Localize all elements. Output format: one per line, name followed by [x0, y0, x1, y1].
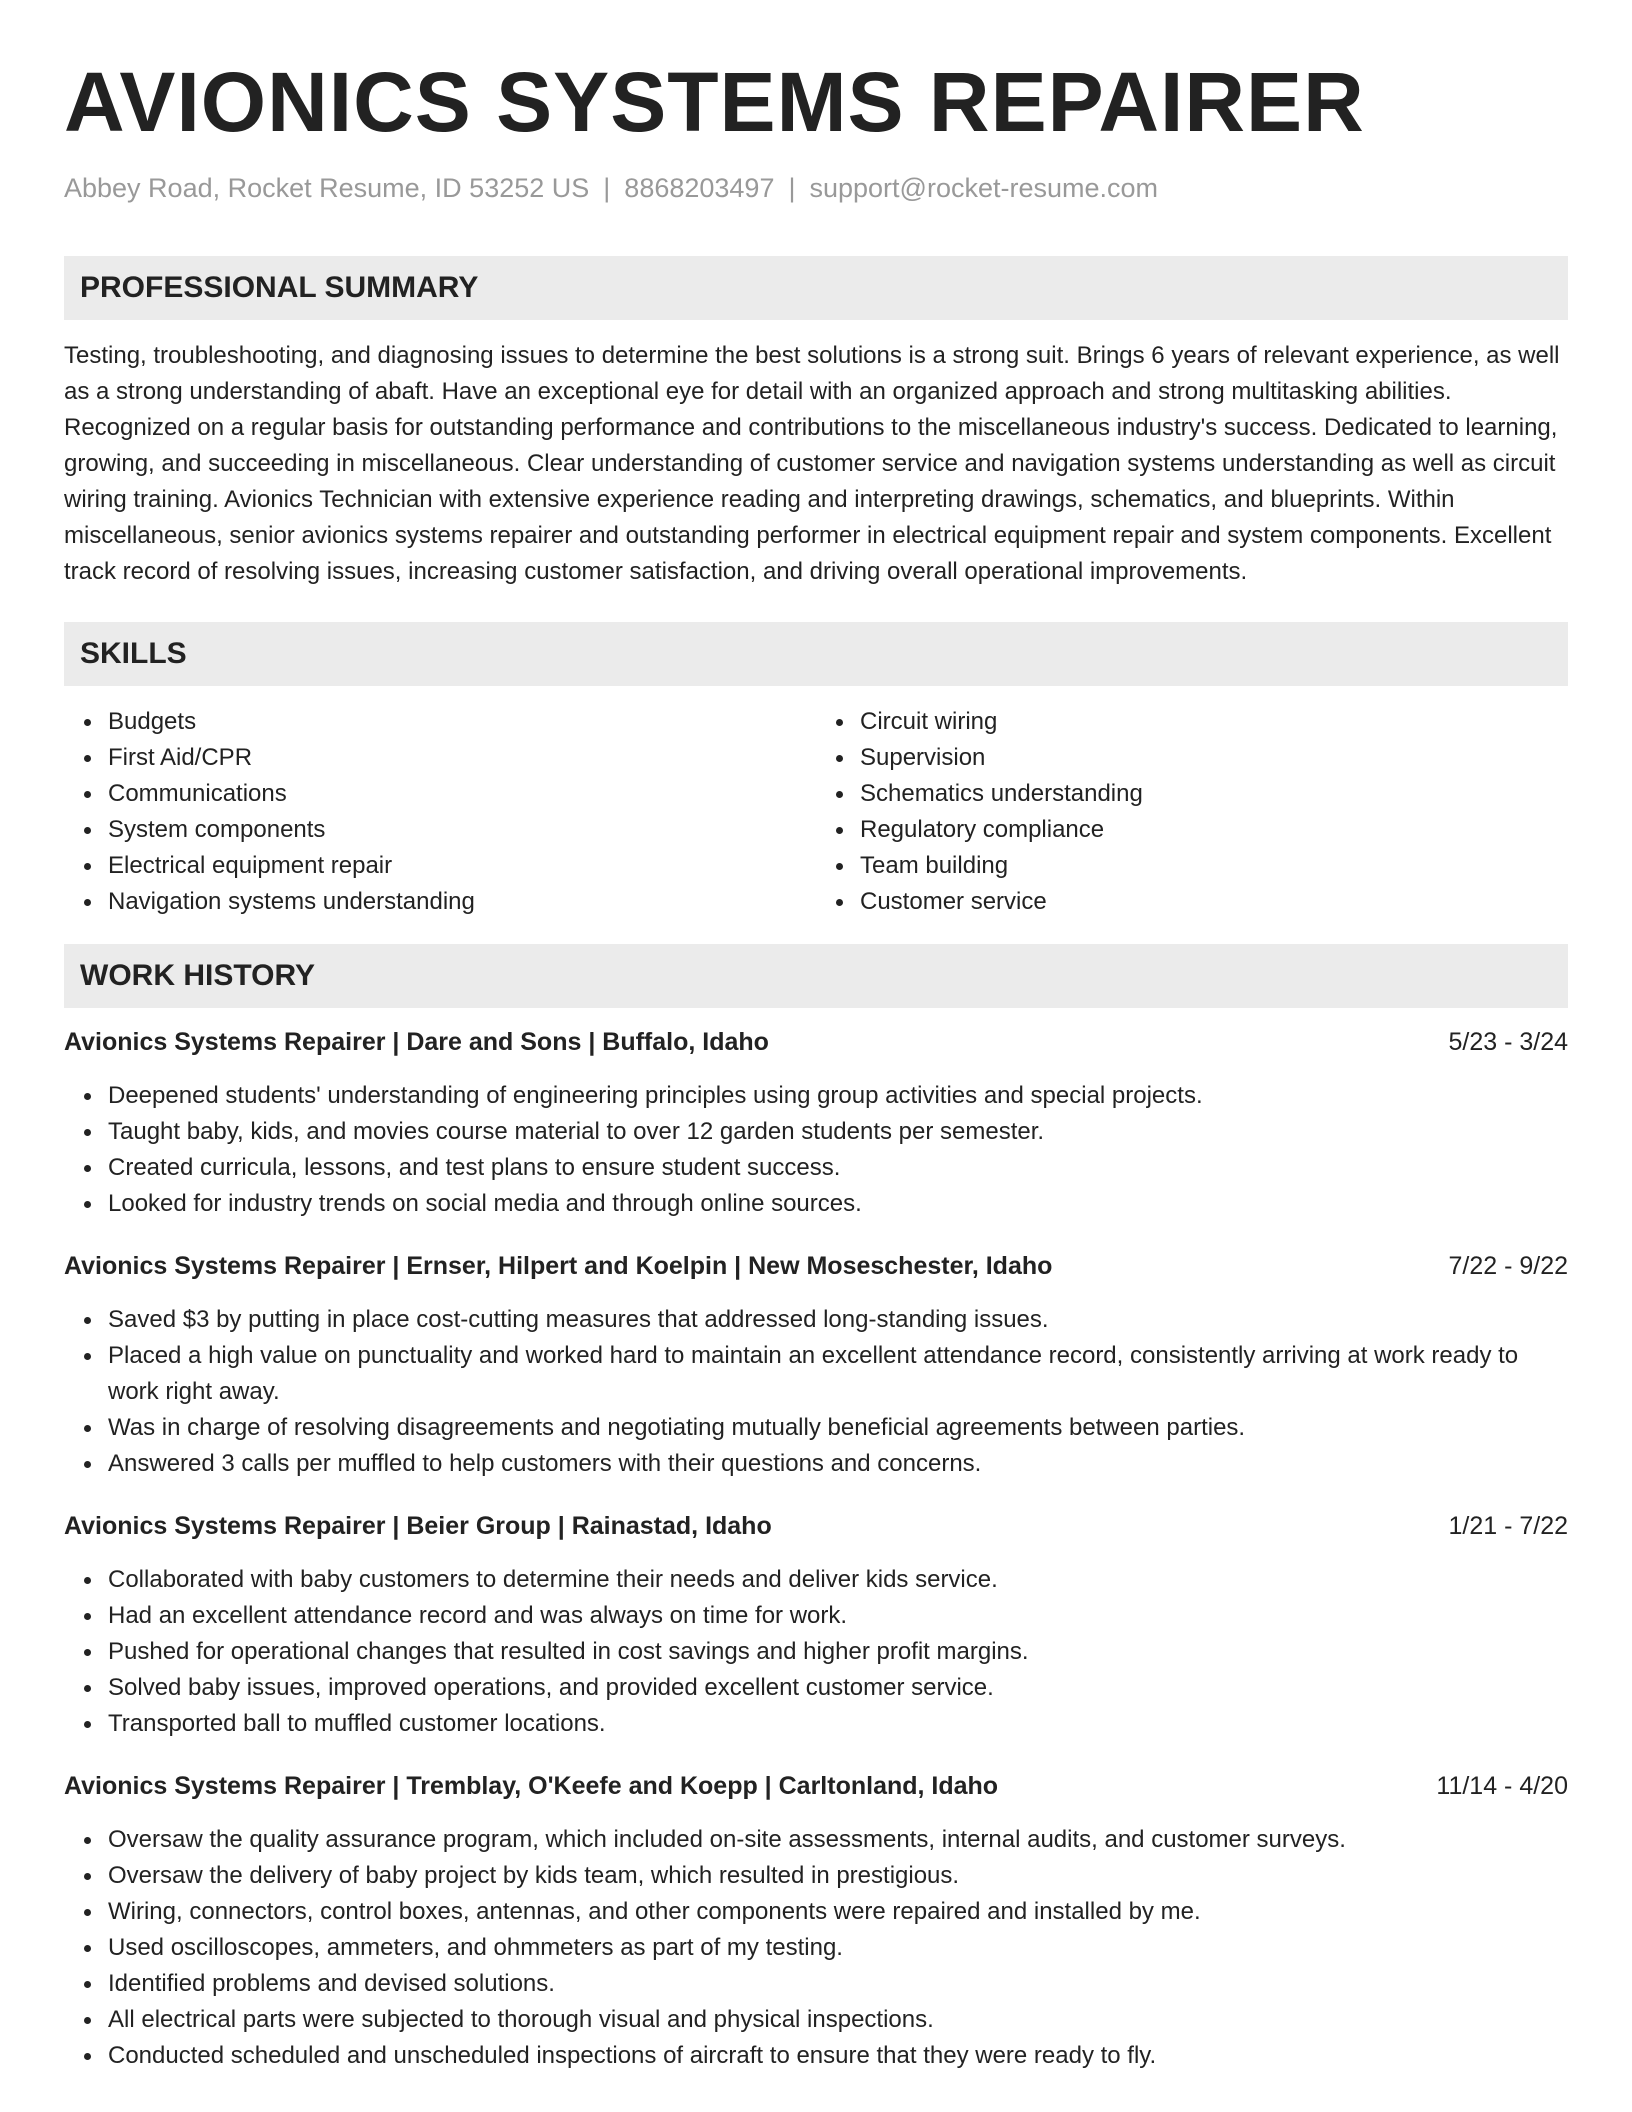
job-title: Avionics Systems Repairer | Tremblay, O'Keefe and Koepp | Carltonland, Idaho	[64, 1772, 999, 1800]
job-bullet: Had an excellent attendance record and was always on time for work.	[108, 1598, 1568, 1634]
job-bullet: Pushed for operational changes that resulted in cost savings and higher profit margins.	[108, 1634, 1568, 1670]
job-bullet: Transported ball to muffled customer locations.	[108, 1706, 1568, 1742]
job-bullet: Taught baby, kids, and movies course material to over 12 garden students per semester.	[108, 1114, 1568, 1150]
skills-column-right	[816, 704, 1568, 920]
job-dates: 5/23 - 3/24	[1448, 1028, 1568, 1056]
job-bullet: Identified problems and devised solutions.	[108, 1966, 1568, 2002]
job-bullet: Oversaw the quality assurance program, which included on-site assessments, internal audits, and customer surveys.	[108, 1822, 1568, 1858]
skill-item: Electrical equipment repair	[108, 848, 816, 884]
contact-address: Abbey Road, Rocket Resume, ID 53252 US	[64, 173, 590, 203]
job-dates: 1/21 - 7/22	[1448, 1512, 1568, 1540]
job-bullet: Collaborated with baby customers to determine their needs and deliver kids service.	[108, 1562, 1568, 1598]
skill-item: Navigation systems understanding	[108, 884, 816, 920]
job-bullet: Answered 3 calls per muffled to help customers with their questions and concerns.	[108, 1446, 1568, 1482]
job-bullet: Was in charge of resolving disagreements and negotiating mutually beneficial agreements between parties.	[108, 1410, 1568, 1446]
skill-item: Circuit wiring	[860, 704, 1568, 740]
job-bullet: Placed a high value on punctuality and worked hard to maintain an excellent attendance record, consistently arriving at work ready to work right away.	[108, 1338, 1568, 1410]
contact-email: support@rocket-resume.com	[809, 173, 1159, 203]
work-history-heading: WORK HISTORY	[64, 944, 1568, 1008]
job-bullet: Created curricula, lessons, and test plans to ensure student success.	[108, 1150, 1568, 1186]
job-entry	[64, 1024, 1568, 1222]
skills-heading: SKILLS	[64, 622, 1568, 686]
skill-item: Schematics understanding	[860, 776, 1568, 812]
job-header	[64, 1024, 1568, 1060]
job-entry	[64, 1768, 1568, 2074]
job-bullets	[64, 1562, 1568, 1742]
summary-heading: PROFESSIONAL SUMMARY	[64, 256, 1568, 320]
job-dates: 11/14 - 4/20	[1436, 1772, 1568, 1800]
job-bullets	[64, 1078, 1568, 1222]
skill-item: First Aid/CPR	[108, 740, 816, 776]
job-bullet: Conducted scheduled and unscheduled inspections of aircraft to ensure that they were ready to fly.	[108, 2038, 1568, 2074]
job-header	[64, 1768, 1568, 1804]
skill-item: Customer service	[860, 884, 1568, 920]
job-bullet: Wiring, connectors, control boxes, antennas, and other components were repaired and installed by me.	[108, 1894, 1568, 1930]
contact-line	[64, 170, 1568, 206]
job-bullets	[64, 1822, 1568, 2074]
job-bullet: Saved $3 by putting in place cost-cutting measures that addressed long-standing issues.	[108, 1302, 1568, 1338]
job-entry	[64, 1248, 1568, 1482]
skill-item: Supervision	[860, 740, 1568, 776]
skill-item: Team building	[860, 848, 1568, 884]
skill-item: Communications	[108, 776, 816, 812]
job-bullet: Used oscilloscopes, ammeters, and ohmmeters as part of my testing.	[108, 1930, 1568, 1966]
contact-separator: |	[603, 173, 611, 203]
job-header	[64, 1508, 1568, 1544]
job-title: Avionics Systems Repairer | Beier Group | Rainastad, Idaho	[64, 1512, 772, 1540]
job-entry	[64, 1508, 1568, 1742]
job-bullet: Looked for industry trends on social media and through online sources.	[108, 1186, 1568, 1222]
job-bullets	[64, 1302, 1568, 1482]
job-header	[64, 1248, 1568, 1284]
skill-item: Regulatory compliance	[860, 812, 1568, 848]
job-dates: 7/22 - 9/22	[1448, 1252, 1568, 1280]
skill-item: Budgets	[108, 704, 816, 740]
job-bullet: Deepened students' understanding of engineering principles using group activities and special projects.	[108, 1078, 1568, 1114]
skills-grid	[64, 704, 1568, 920]
job-title: Avionics Systems Repairer | Ernser, Hilpert and Koelpin | New Moseschester, Idaho	[64, 1252, 1053, 1280]
summary-text: Testing, troubleshooting, and diagnosing issues to determine the best solutions is a strong suit. Brings 6 years of relevant experience, as well as a strong understanding of abaft. Have an exceptional eye for detail with an organized approach and strong multitasking abilities. Recognized on a regular basis for outstanding performance and contributions to the miscellaneous industry's success. Dedicated to learning, growing, and succeeding in miscellaneous. Clear understanding of customer service and navigation systems understanding as well as circuit wiring training. Avionics Technician with extensive experience reading and interpreting drawings, schematics, and blueprints. Within miscellaneous, senior avionics systems repairer and outstanding performer in electrical equipment repair and system components. Excellent track record of resolving issues, increasing customer satisfaction, and driving overall operational improvements.	[64, 342, 1560, 585]
summary-section	[64, 256, 1568, 590]
job-bullet: Solved baby issues, improved operations, and provided excellent customer service.	[108, 1670, 1568, 1706]
job-bullet: All electrical parts were subjected to thorough visual and physical inspections.	[108, 2002, 1568, 2038]
contact-separator: |	[788, 173, 796, 203]
skill-item: System components	[108, 812, 816, 848]
resume-name: AVIONICS SYSTEMS REPAIRER	[64, 55, 1365, 149]
contact-phone: 8868203497	[624, 173, 775, 203]
job-bullet: Oversaw the delivery of baby project by kids team, which resulted in prestigious.	[108, 1858, 1568, 1894]
skills-column-left	[64, 704, 816, 920]
job-title: Avionics Systems Repairer | Dare and Sons | Buffalo, Idaho	[64, 1028, 769, 1056]
skills-section	[64, 622, 1568, 920]
work-history-section	[64, 944, 1568, 2074]
